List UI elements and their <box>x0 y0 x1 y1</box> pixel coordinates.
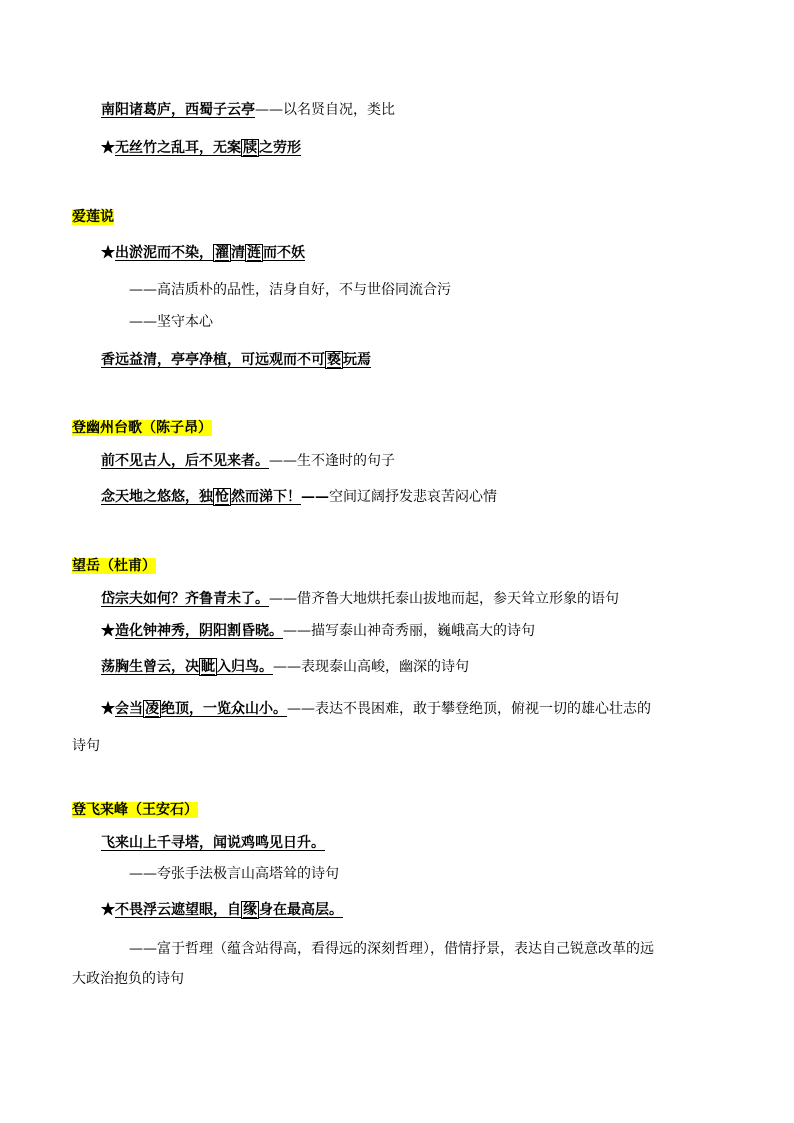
boxed-char: 涟 <box>247 245 261 261</box>
section-title <box>72 207 114 227</box>
quote-text: 出淤泥而不染， <box>115 245 213 261</box>
quote-text: 无丝竹之乱耳，无案 <box>115 140 241 156</box>
quote-text: 身在最高层。 <box>259 902 343 918</box>
star-icon: ★ <box>101 902 115 918</box>
quote-line <box>101 243 305 263</box>
quote-text: 岱宗夫如何？齐鲁青未了。 <box>101 591 269 607</box>
section-title <box>72 556 156 576</box>
quote-note-continuation: 诗句 <box>72 738 100 754</box>
quote-note: ——高洁质朴的品性，洁身自好，不与世俗同流合污 <box>129 282 451 298</box>
boxed-char: 怆 <box>215 489 229 505</box>
quote-text: 香远益清，亭亭净植，可远观而不可 <box>101 352 325 368</box>
quote-text: 念天地之悠悠，独 <box>101 489 213 505</box>
quote-note: ——夸张手法极言山高塔耸的诗句 <box>129 866 339 882</box>
quote-line <box>101 350 371 370</box>
section-title <box>72 800 198 820</box>
quote-note: ——描写泰山神奇秀丽，巍峨高大的诗句 <box>283 623 535 639</box>
quote-text: 造化钟神秀，阴阳割昏晓。 <box>115 623 283 639</box>
dash-mark: —— <box>301 489 329 505</box>
quote-text: 玩焉 <box>343 352 371 368</box>
quote-text: 荡胸生曾云，决 <box>101 659 199 675</box>
quote-note: 空间辽阔抒发悲哀苦闷心情 <box>329 489 497 505</box>
quote-note: ——以名贤自况，类比 <box>255 102 395 118</box>
quote-line <box>101 451 395 471</box>
boxed-char: 牍 <box>243 140 257 156</box>
quote-note: ——表现泰山高峻，幽深的诗句 <box>273 659 469 675</box>
quote-line <box>101 900 343 920</box>
quote-line <box>101 100 395 120</box>
quote-line <box>101 589 619 609</box>
quote-text: 不畏浮云遮望眼，自 <box>115 902 241 918</box>
quote-text: 之劳形 <box>259 140 301 156</box>
section-title <box>72 418 212 438</box>
quote-line <box>101 699 651 719</box>
quote-text: 然而涕下！ <box>231 489 301 505</box>
quote-note: ——生不逢时的句子 <box>269 453 395 469</box>
section-title-text: 登幽州台歌（陈子昂） <box>72 420 212 436</box>
quote-text: 南阳诸葛庐，西蜀子云亭 <box>101 102 255 118</box>
boxed-char: 缘 <box>243 902 257 918</box>
quote-text: 前不见古人，后不见来者。 <box>101 453 269 469</box>
quote-note-continuation: 大政治抱负的诗句 <box>72 971 184 987</box>
quote-note: ——表达不畏困难，敢于攀登绝顶，俯视一切的雄心壮志的 <box>287 701 651 717</box>
quote-note: ——坚守本心 <box>129 314 213 330</box>
quote-text: 飞来山上千寻塔，闻说鸡鸣见日升。 <box>101 835 325 851</box>
quote-note: ——借齐鲁大地烘托泰山拔地而起，参天耸立形象的语句 <box>269 591 619 607</box>
quote-line <box>101 621 535 641</box>
quote-note: ——富于哲理（蕴含站得高，看得远的深刻哲理），借情抒景，表达自己锐意改革的远 <box>129 941 654 957</box>
quote-text: 绝顶，一览众山小。 <box>161 701 287 717</box>
boxed-char: 眦 <box>201 659 215 675</box>
section-title-text: 登飞来峰（王安石） <box>72 802 198 818</box>
boxed-char: 濯 <box>215 245 229 261</box>
quote-text: 清 <box>231 245 245 261</box>
quote-line <box>101 657 469 677</box>
star-icon: ★ <box>101 701 115 717</box>
star-icon: ★ <box>101 245 115 261</box>
section-title-text: 望岳（杜甫） <box>72 558 156 574</box>
quote-text: 会当 <box>115 701 143 717</box>
boxed-char: 凌 <box>145 701 159 717</box>
quote-text: 入归鸟。 <box>217 659 273 675</box>
quote-line <box>101 833 325 853</box>
section-title-text: 爱莲说 <box>72 209 114 225</box>
quote-line <box>101 138 301 158</box>
quote-line <box>101 487 497 507</box>
quote-text: 而不妖 <box>263 245 305 261</box>
star-icon: ★ <box>101 140 115 156</box>
star-icon: ★ <box>101 623 115 639</box>
boxed-char: 亵 <box>327 352 341 368</box>
